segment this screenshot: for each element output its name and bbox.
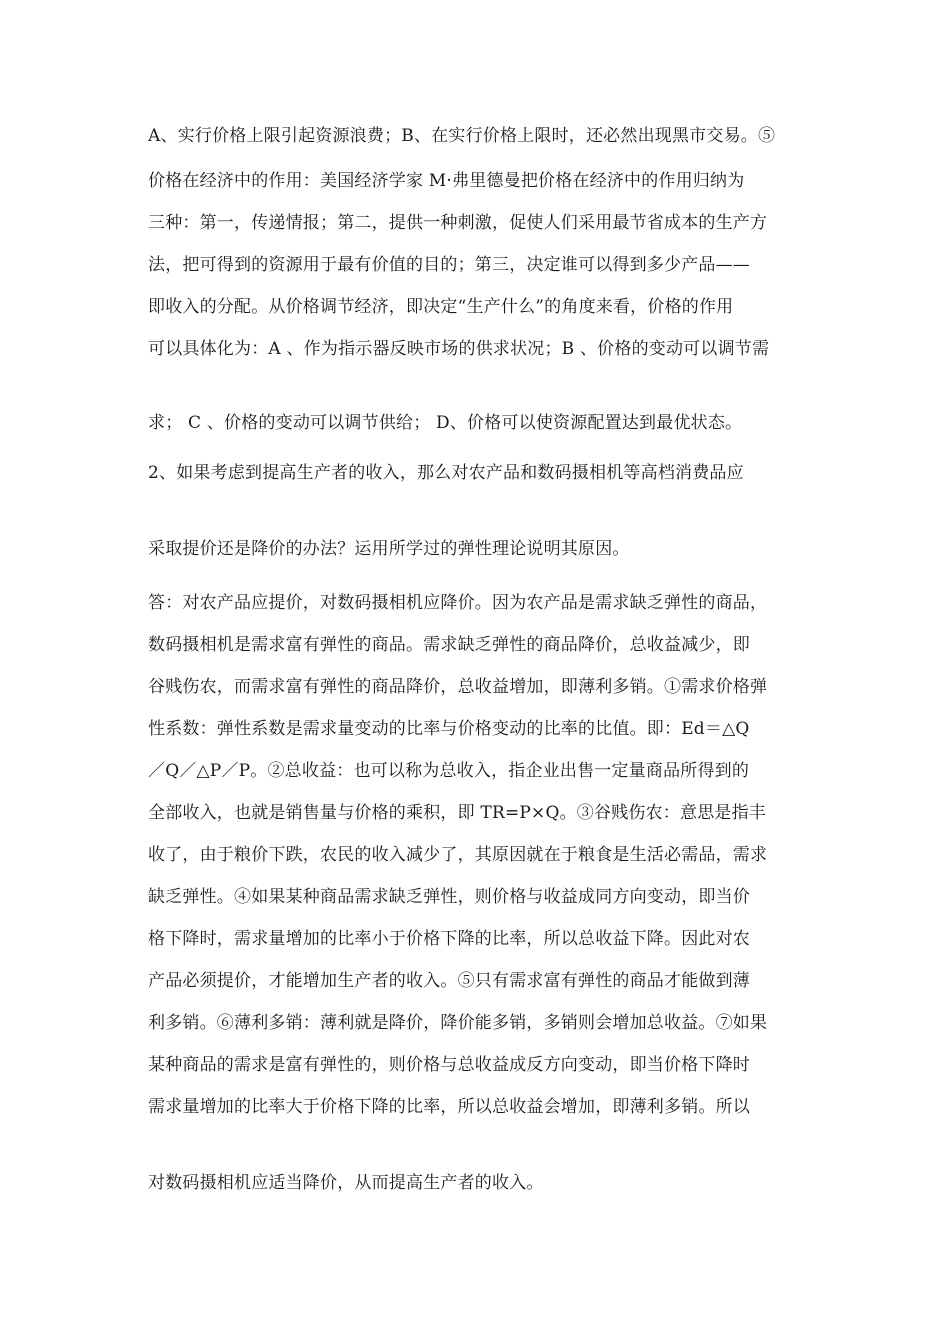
answer-line: 全部收入，也就是销售量与价格的乘积，即 TR=P×Q。③谷贱伤农：意思是指丰 (148, 803, 767, 823)
answer-line: 数码摄相机是需求富有弹性的商品。需求缺乏弹性的商品降价，总收益减少，即 (148, 635, 750, 655)
text-line: 三种：第一，传递情报；第二，提供一种刺激，促使人们采用最节省成本的生产方 (148, 213, 768, 233)
question-line: 2、如果考虑到提高生产者的收入，那么对农产品和数码摄相机等高档消费品应 (148, 463, 744, 483)
answer-line: 对数码摄相机应适当降价，从而提高生产者的收入。 (148, 1173, 544, 1193)
answer-line: 答：对农产品应提价，对数码摄相机应降价。因为农产品是需求缺乏弹性的商品， (148, 593, 768, 613)
text-line: 可以具体化为：A 、作为指示器反映市场的供求状况；B 、价格的变动可以调节需 (148, 339, 770, 359)
answer-line: 收了，由于粮价下跌，农民的收入减少了，其原因就在于粮食是生活必需品，需求 (148, 845, 768, 865)
text-line: A、实行价格上限引起资源浪费；B、在实行价格上限时，还必然出现黑市交易。⑤ (148, 126, 776, 146)
question-line: 采取提价还是降价的办法？运用所学过的弹性理论说明其原因。 (148, 539, 630, 559)
text-line: 即收入的分配。从价格调节经济，即决定“生产什么”的角度来看，价格的作用 (148, 297, 734, 317)
answer-line: 谷贱伤农，而需求富有弹性的商品降价，总收益增加，即薄利多销。①需求价格弹 (148, 677, 768, 697)
answer-line: 某种商品的需求是富有弹性的，则价格与总收益成反方向变动，即当价格下降时 (148, 1055, 750, 1075)
answer-line: 格下降时，需求量增加的比率小于价格下降的比率，所以总收益下降。因此对农 (148, 929, 750, 949)
answer-line: 性系数：弹性系数是需求量变动的比率与价格变动的比率的比值。即：Ed＝△Q (148, 719, 750, 739)
answer-line: 产品必须提价，才能增加生产者的收入。⑤只有需求富有弹性的商品才能做到薄 (148, 971, 750, 991)
answer-line: ／Q／△P／P。②总收益：也可以称为总收入，指企业出售一定量商品所得到的 (148, 761, 750, 781)
text-line: 价格在经济中的作用：美国经济学家 M·弗里德曼把价格在经济中的作用归纳为 (148, 171, 745, 191)
answer-line: 利多销。⑥薄利多销：薄利就是降价，降价能多销，多销则会增加总收益。⑦如果 (148, 1013, 768, 1033)
text-line: 法，把可得到的资源用于最有价值的目的；第三，决定谁可以得到多少产品—— (148, 255, 750, 275)
answer-line: 需求量增加的比率大于价格下降的比率，所以总收益会增加，即薄利多销。所以 (148, 1097, 750, 1117)
text-line: 求； C 、价格的变动可以调节供给； D、价格可以使资源配置达到最优状态。 (148, 413, 743, 433)
answer-line: 缺乏弹性。④如果某种商品需求缺乏弹性，则价格与收益成同方向变动，即当价 (148, 887, 750, 907)
